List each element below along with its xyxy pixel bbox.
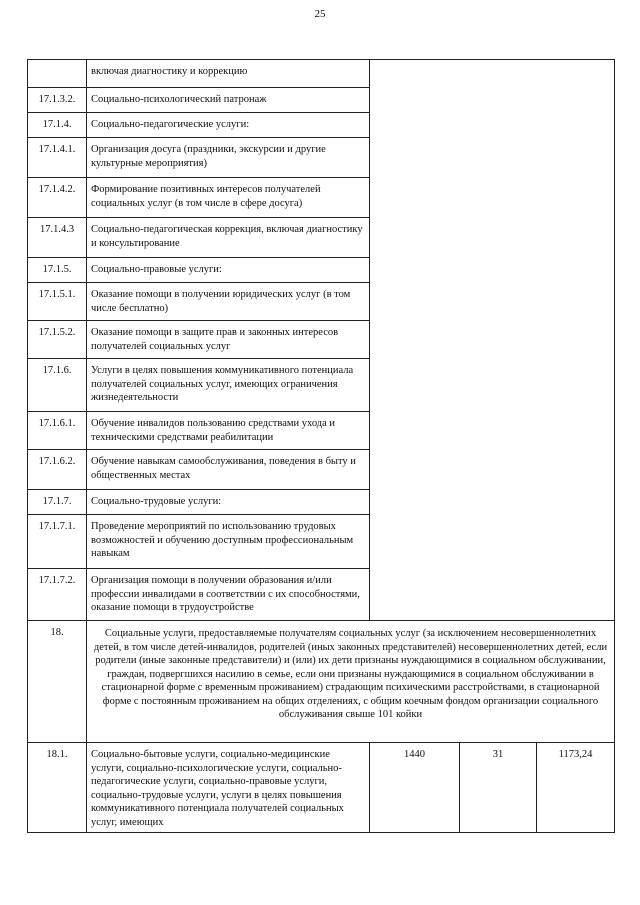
row-text: Проведение мероприятий по использованию трудовых возможностей и обучению доступным профессиональным навыкам xyxy=(87,515,370,569)
row-text: Социально-педагогическая коррекция, включая диагностику и консультирование xyxy=(87,218,370,258)
row-number: 17.1.4.1. xyxy=(28,138,87,178)
table-row xyxy=(28,60,615,88)
row-text: Услуги в целях повышения коммуникативного потенциала получателей социальных услуг, имеющих ограничения жизнедеятельности xyxy=(87,359,370,412)
row-text: включая диагностику и коррекцию xyxy=(87,60,370,88)
row-text: Социально-педагогические услуги: xyxy=(87,113,370,138)
row-text: Оказание помощи в получении юридических услуг (в том числе бесплатно) xyxy=(87,283,370,321)
row-text: Обучение навыкам самообслуживания, поведения в быту и общественных местах xyxy=(87,450,370,490)
section-18-row xyxy=(28,621,615,743)
row-text: Оказание помощи в защите прав и законных интересов получателей социальных услуг xyxy=(87,321,370,359)
row-number: 17.1.6. xyxy=(28,359,87,412)
row-number: 17.1.6.2. xyxy=(28,450,87,490)
row-number xyxy=(28,60,87,88)
row-number: 17.1.5. xyxy=(28,258,87,283)
value-cell: 1440 xyxy=(370,743,460,833)
row-text: Социально-правовые услуги: xyxy=(87,258,370,283)
row-number: 18. xyxy=(28,621,87,743)
row-text: Социально-психологический патронаж xyxy=(87,88,370,113)
page-number: 25 xyxy=(314,8,326,20)
row-number: 17.1.7.1. xyxy=(28,515,87,569)
section-18-heading: Социальные услуги, предоставляемые получателям социальных услуг (за исключением несовершеннолетних детей, в том числе детей-инвалидов, родителей (иных законных представителей) несовершеннолетних детей, если родители (иные законные представители) и (или) их дети признаны нуждающимися в социальном обслуживании, граждан, подвергшихся насилию в семье, если они признаны нуждающимися в социальном обслуживании в стационарной форме с временным проживанием) страдающим психическими расстройствами, в стационарной форме с постоянным проживанием на общих отделениях, с общим коечным фондом организации социального обслуживания свыше 101 койки xyxy=(87,621,615,743)
row-number: 17.1.7. xyxy=(28,490,87,515)
row-text: Организация помощи в получении образования и/или профессии инвалидами в соответствии с их способностями, оказание помощи в трудоустройстве xyxy=(87,569,370,621)
row-number: 17.1.7.2. xyxy=(28,569,87,621)
value-cell: 31 xyxy=(460,743,537,833)
row-text: Социально-бытовые услуги, социально-медицинские услуги, социально-психологические услуги, социально-педагогические услуги, социально-правовые услуги, социально-трудовые услуги, услуги в целях повышения коммуникативного потенциала получателей социальных услуг, имеющих xyxy=(87,743,370,833)
row-number: 18.1. xyxy=(28,743,87,833)
row-text: Социально-трудовые услуги: xyxy=(87,490,370,515)
row-number: 17.1.4.2. xyxy=(28,178,87,218)
row-number: 17.1.5.2. xyxy=(28,321,87,359)
table-row xyxy=(28,743,615,833)
row-number: 17.1.4. xyxy=(28,113,87,138)
row-number: 17.1.4.3 xyxy=(28,218,87,258)
empty-values-cell xyxy=(370,60,615,621)
row-text: Обучение инвалидов пользованию средствами ухода и техническими средствами реабилитации xyxy=(87,412,370,450)
row-text: Формирование позитивных интересов получателей социальных услуг (в том числе в сфере досуга) xyxy=(87,178,370,218)
row-number: 17.1.6.1. xyxy=(28,412,87,450)
row-number: 17.1.5.1. xyxy=(28,283,87,321)
services-table xyxy=(27,59,615,833)
value-cell: 1173,24 xyxy=(537,743,615,833)
row-text: Организация досуга (праздники, экскурсии и другие культурные мероприятия) xyxy=(87,138,370,178)
row-number: 17.1.3.2. xyxy=(28,88,87,113)
